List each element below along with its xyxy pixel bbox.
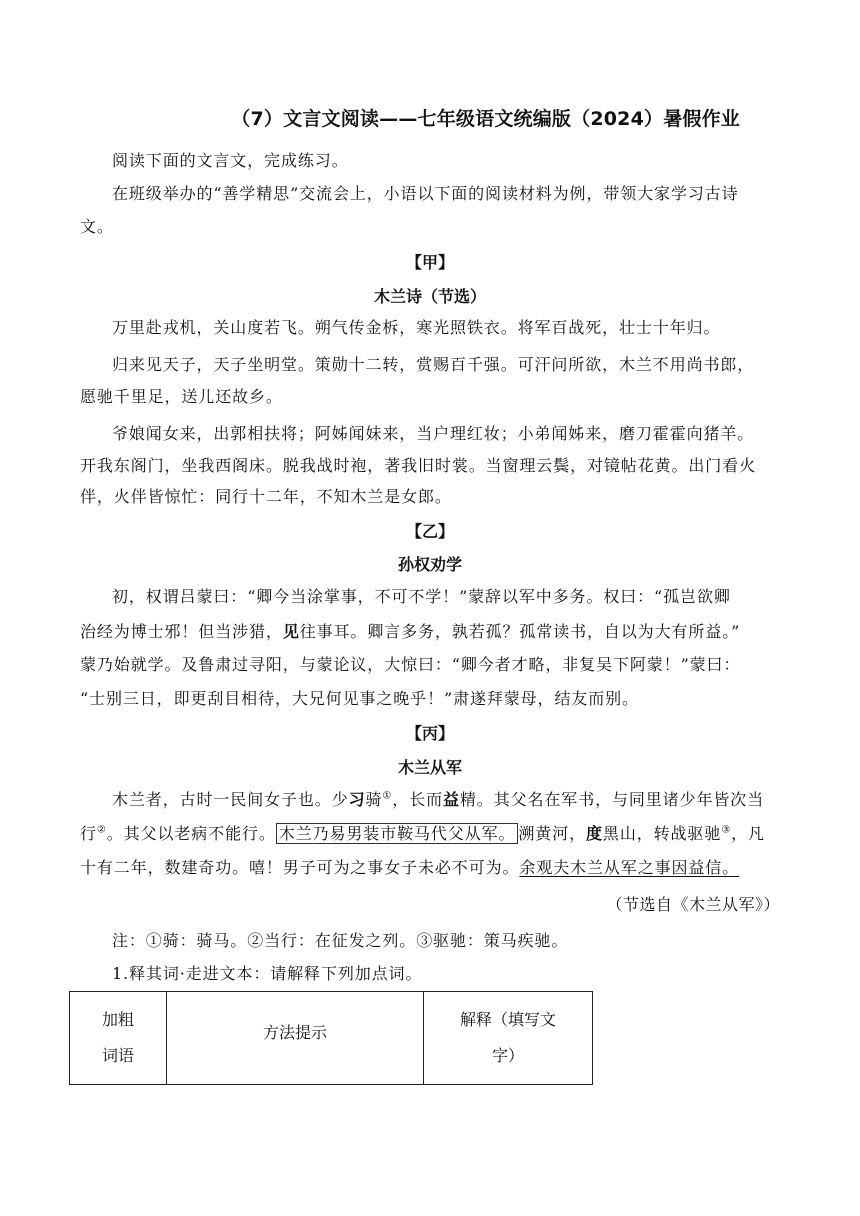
bing-bold-word-du: 度	[586, 824, 603, 843]
bing-line-1-part-a: 木兰者，古时一民间女子也。少	[112, 790, 349, 809]
underlined-sentence: 余观夫木兰从军之事因益信。	[519, 858, 740, 877]
table-header-method: 方法提示	[167, 992, 424, 1085]
footnote: 注：①骑：骑马。②当行：在征发之列。③驱驰：策马疾驰。	[112, 931, 569, 950]
table-header-word	[70, 992, 167, 1085]
yi-line-3: 蒙乃始就学。及鲁肃过寻阳，与蒙论议，大惊曰：“卿今者才略，非复吴下阿蒙！”蒙曰：	[80, 655, 741, 674]
bing-line-1	[80, 783, 780, 816]
bing-bold-word-yi: 益	[443, 790, 460, 809]
table-header-explanation-line-2: 字）	[491, 1046, 524, 1065]
jia-para-3b: 开我东阁门，坐我西阁床。脱我战时袍，著我旧时裳。当窗理云鬓，对镜帖花黄。出门看火	[80, 456, 757, 475]
footnote-marker-3: ③	[721, 824, 732, 836]
intro-line-2b: 文。	[80, 217, 114, 236]
yi-line-2-part-a: 治经为博士邪！但当涉猎，	[80, 622, 283, 641]
yi-line-4: “士别三日，即更刮目相待，大兄何见事之晚乎！”肃遂拜蒙母，结友而别。	[80, 689, 639, 708]
answer-table	[69, 991, 593, 1085]
section-jia-mark: 【甲】	[405, 253, 454, 272]
bing-source: （节选自《木兰从军》）	[606, 895, 780, 914]
yi-bold-word-jian: 见	[282, 622, 300, 641]
yi-line-2-part-b: 往事耳。卿言多务，孰若孤？孤常读书，自以为大有所益。”	[299, 622, 741, 641]
question-1: 1.释其词·走进文本：请解释下列加点词。	[112, 964, 423, 983]
table-header-explanation	[424, 992, 593, 1085]
boxed-sentence: 木兰乃易男装市鞍马代父从军。	[276, 823, 519, 844]
jia-para-3c: 伴，火伴皆惊忙：同行十二年，不知木兰是女郎。	[80, 487, 452, 506]
bing-line-3	[80, 851, 780, 884]
section-yi-mark: 【乙】	[405, 522, 454, 541]
page-title: （7）文言文阅读——七年级语文统编版（2024）暑假作业	[231, 108, 740, 130]
intro-line-2a: 在班级举办的“善学精思”交流会上，小语以下面的阅读材料为例，带领大家学习古诗	[112, 184, 739, 203]
bing-line-2-part-c: 溯黄河，	[518, 824, 587, 843]
footnote-marker-2: ②	[96, 824, 107, 836]
bing-line-2-part-e: ，凡	[731, 824, 765, 843]
jia-para-2b: 愿驰千里足，送儿还故乡。	[80, 387, 283, 406]
section-jia-heading: 木兰诗（节选）	[373, 287, 486, 306]
table-header-word-line-2: 词语	[101, 1046, 134, 1065]
section-bing-mark: 【丙】	[405, 724, 454, 743]
bing-line-2-part-a: 行	[80, 824, 97, 843]
yi-line-2	[80, 615, 780, 648]
yi-line-1: 初，权谓吕蒙曰：“卿今当涂掌事，不可不学！”蒙辞以军中多务。权曰：“孤岂欲卿	[112, 587, 731, 606]
bing-bold-word-xi: 习	[348, 790, 366, 809]
section-bing-heading: 木兰从军	[397, 758, 462, 777]
bing-line-1-part-b: 骑	[365, 790, 383, 809]
jia-para-1: 万里赴戎机，关山度若飞。朔气传金柝，寒光照铁衣。将军百战死，壮士十年归。	[112, 318, 721, 337]
bing-line-1-part-c: ，长而	[392, 790, 443, 809]
table-header-explanation-line-1: 解释（填写文	[459, 1010, 556, 1029]
footnote-marker-1: ①	[382, 790, 393, 802]
table-header-row	[70, 992, 593, 1085]
bing-line-2	[80, 817, 780, 850]
bing-line-3-part-a: 十有二年，数建奇功。嘻！男子可为之事女子未必不可为。	[80, 858, 520, 877]
section-yi-heading: 孙权劝学	[397, 555, 462, 574]
jia-para-2a: 归来见天子，天子坐明堂。策勋十二转，赏赐百千强。可汗问所欲，木兰不用尚书郎，	[112, 355, 755, 374]
intro-line-1: 阅读下面的文言文，完成练习。	[112, 151, 349, 170]
bing-line-1-part-d: 精。其父名在军书，与同里诸少年皆次当	[459, 790, 765, 809]
bing-line-2-part-d: 黑山，转战驱驰	[602, 824, 722, 843]
bing-line-2-part-b: 。其父以老病不能行。	[106, 824, 276, 843]
jia-para-3a: 爷娘闻女来，出郭相扶将；阿姊闻妹来，当户理红妆；小弟闻姊来，磨刀霍霍向猪羊。	[112, 424, 755, 443]
table-header-word-line-1: 加粗	[101, 1010, 134, 1029]
